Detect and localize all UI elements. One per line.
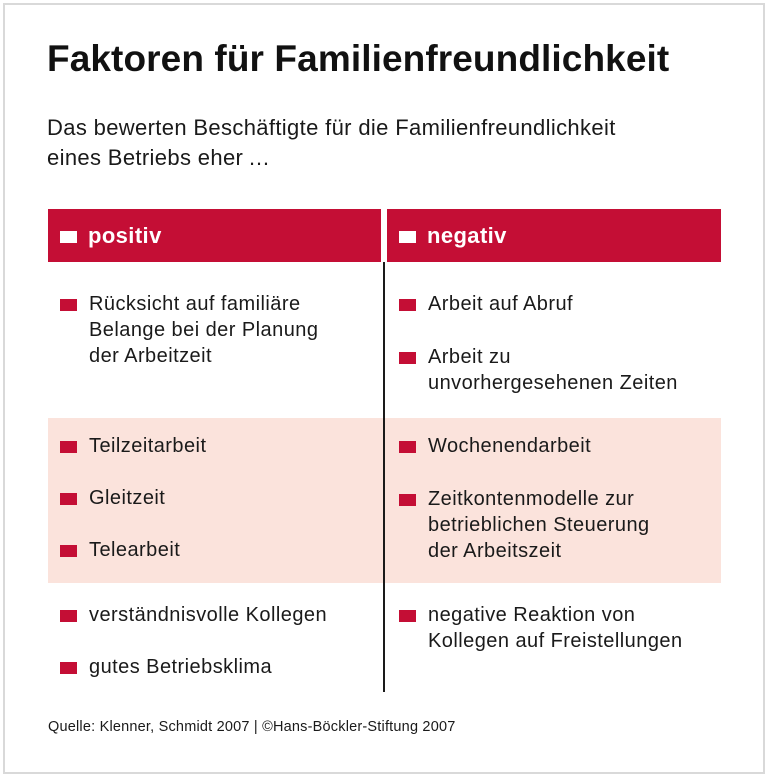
item-text: Arbeit auf Abruf	[428, 293, 574, 315]
subtitle	[47, 113, 737, 173]
list-item-positive	[60, 291, 318, 369]
list-item-positive	[60, 602, 327, 628]
list-item-positive	[60, 654, 272, 680]
item-text: Teilzeitarbeit	[89, 435, 207, 457]
list-item-positive	[60, 433, 206, 459]
item-text: Arbeit zu	[428, 346, 511, 368]
item-text: Kollegen auf Freistellungen	[428, 630, 683, 652]
column-header-label: positiv	[88, 222, 162, 248]
item-text: Rücksicht auf familiäre	[89, 293, 301, 315]
item-text: Telearbeit	[89, 539, 181, 561]
subtitle-line: Das bewerten Beschäftigte für die Familienfreundlichkeit	[47, 115, 616, 140]
bullet-icon	[399, 352, 416, 364]
list-item-negative	[399, 433, 591, 459]
item-text: Wochenendarbeit	[428, 435, 592, 457]
item-text: gutes Betriebsklima	[89, 656, 273, 678]
bullet-icon	[60, 545, 77, 557]
bullet-icon	[60, 662, 77, 674]
bullet-icon	[60, 493, 77, 505]
list-item-negative	[399, 602, 683, 654]
bullet-icon	[399, 610, 416, 622]
column-header-negative	[387, 209, 721, 262]
item-text: verständnisvolle Kollegen	[89, 604, 328, 626]
bullet-icon	[60, 610, 77, 622]
column-header-label: negativ	[427, 222, 507, 248]
list-item-negative	[399, 291, 573, 317]
source-note: Quelle: Klenner, Schmidt 2007 | ©Hans-Böckler-Stiftung 2007	[48, 719, 456, 735]
bullet-icon	[399, 494, 416, 506]
list-item-negative	[399, 486, 650, 564]
subtitle-line: eines Betriebs eher …	[47, 145, 271, 170]
item-text: Zeitkontenmodelle zur	[428, 488, 635, 510]
item-text: negative Reaktion von	[428, 604, 636, 626]
item-text: betrieblichen Steuerung	[428, 514, 650, 536]
item-text: Gleitzeit	[89, 487, 166, 509]
item-text: der Arbeitszeit	[428, 540, 562, 562]
list-item-negative	[399, 344, 678, 396]
column-header-positive	[48, 209, 381, 262]
bullet-icon	[399, 299, 416, 311]
item-text: der Arbeitzeit	[89, 345, 213, 367]
column-divider	[383, 262, 385, 692]
bullet-icon	[60, 299, 77, 311]
square-icon	[399, 231, 416, 243]
list-item-positive	[60, 485, 165, 511]
list-item-positive	[60, 537, 180, 563]
bullet-icon	[60, 441, 77, 453]
item-text: unvorhergesehenen Zeiten	[428, 372, 678, 394]
bullet-icon	[399, 441, 416, 453]
square-icon	[60, 231, 77, 243]
item-text: Belange bei der Planung	[89, 319, 319, 341]
page-title: Faktoren für Familienfreundlichkeit	[47, 38, 670, 79]
